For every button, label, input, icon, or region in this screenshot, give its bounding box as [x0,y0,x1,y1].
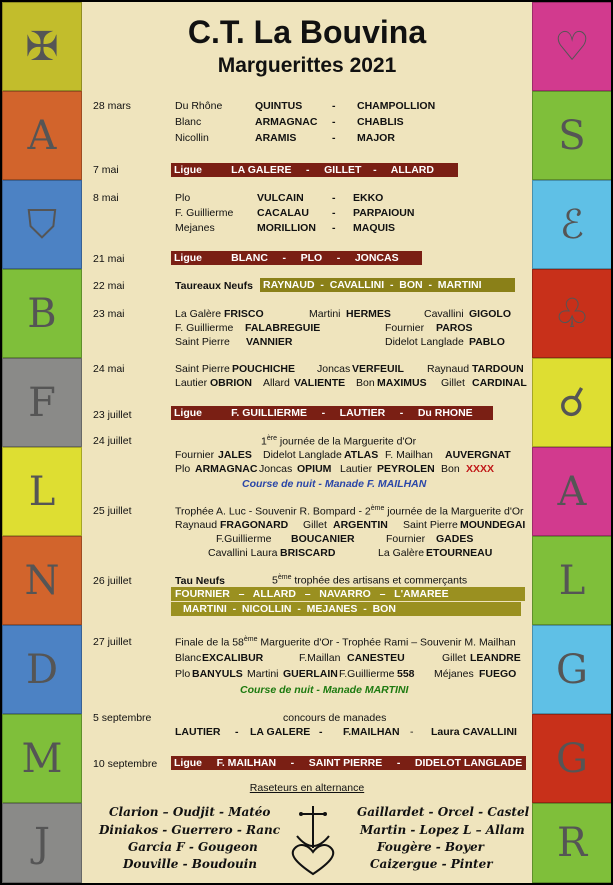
event-date: 24 juillet [93,435,132,447]
dash: - [332,207,336,219]
bull: GUERLAIN [283,668,338,680]
bull: CANESTEU [347,652,405,664]
manade: LA GALERE [250,726,311,738]
letter-m-shield-icon: M [2,714,82,803]
circled-l-icon: L [532,536,611,625]
manade: Raynaud [427,363,470,375]
manade: Saint Pierre [175,363,230,375]
bull: JALES [218,449,252,461]
bull: FUEGO [479,668,517,680]
manade: Lautier [175,377,208,389]
bull: BANYULS [192,668,243,680]
raseteur-line: Clarion – Oudjit - Matéo [109,805,271,819]
manade: Martini [247,668,279,680]
manade: Didelot Langlade [263,449,342,461]
manade: Fournier [386,533,426,545]
raseteur-line: Garcia F - Gougeon [128,840,258,854]
bull: PAROS [436,322,473,334]
event-label: Taureaux Neufs [175,280,253,292]
bull: VALIENTE [294,377,346,389]
manade: Saint Pierre [175,336,230,348]
manade: Bon [356,377,375,389]
event-date: 8 mai [93,192,119,204]
camargue-cross-icon [285,802,341,878]
tau-neufs-bar: RAYNAUD - CAVALLINI - BON - MARTINI [260,278,515,292]
ligue-bar: Ligue BLANC - PLO - JONCAS [171,251,422,265]
bull: BOUCANIER [291,533,355,545]
bull: PARPAIOUN [353,207,415,219]
tau-neufs-bar: FOURNIER – ALLARD – NAVARRO – L'AMAREE [171,587,525,601]
manade: Saint Pierre [403,519,458,531]
dash: - [332,222,336,234]
raseteur-line: Martin - Lopez L – Allam [360,823,525,837]
manade: F.Guillierme [339,668,395,680]
raseteur-line: Gaillardet - Orcel - Castel [357,805,530,819]
event-date: 10 septembre [93,758,158,770]
manade: Lautier [340,463,373,475]
letter-g-icon: G [532,625,611,714]
manade: Laura CAVALLINI [431,726,517,738]
manade: Martini [309,308,341,320]
raseteur-line: Douville - Boudouin [123,857,258,871]
bull: VULCAIN [257,192,304,204]
bull: MAQUIS [353,222,395,234]
manade: F.Maillan [299,652,341,664]
page-subtitle: Marguerittes 2021 [217,54,397,77]
dash: - [332,192,336,204]
event-date: 7 mai [93,164,119,176]
night-course-label: Course de nuit - Manade MARTINI [240,684,409,696]
bull: QUINTUS [255,100,303,112]
bull: TARDOUN [472,363,524,375]
manade: F.Guillierme [216,533,272,545]
manade: F. Mailhan [385,449,433,461]
manade: Nicollin [175,132,209,144]
right-brand-column [532,2,611,883]
event-label: Tau Neufs [175,575,225,587]
bull: VANNIER [246,336,293,348]
manade: Bon [441,463,460,475]
r-shield-icon: R [532,803,611,883]
event-heading: Trophée A. Luc - Souvenir R. Bompard - 2ème journée de la Marguerite d'Or [175,505,524,518]
dash: - [332,100,336,112]
raseteurs-heading: Raseteurs en alternance [249,782,365,794]
bull: OBRION [210,377,252,389]
crescent-cross-icon: ☌ [532,358,611,447]
cross-pattee-icon: ✠ [2,2,82,91]
bull-shield-icon: ⛉ [2,180,82,269]
bull: VERFEUIL [352,363,404,375]
dash: - [332,132,336,144]
manade: Cavallini Laura [208,547,278,559]
manade: Plo [175,463,191,475]
dash: - [332,116,336,128]
bull: ARGENTIN [333,519,388,531]
manade: Raynaud [175,519,218,531]
manade: Allard [263,377,290,389]
manade: Cavallini [424,308,464,320]
bull-unknown: XXXX [466,463,495,475]
bull: AUVERGNAT [445,449,511,461]
manade: Plo [175,192,191,204]
bull: ATLAS [344,449,379,461]
dash: - [319,726,323,738]
manade: Blanc [175,116,202,128]
letter-l-icon: L [2,447,82,536]
event-date: 23 mai [93,308,125,320]
manade: Gillet [441,377,465,389]
ligue-bar: Ligue F. MAILHAN - SAINT PIERRE - DIDELOT LANGLADE [171,756,526,770]
programme [85,2,529,883]
bull: MAJOR [357,132,395,144]
poster [2,2,611,883]
manade: La Galère [175,308,222,320]
letter-d-shield-icon: D [2,625,82,714]
event-date: 22 mai [93,280,125,292]
manade: Méjanes [434,668,474,680]
page-title: C.T. La Bouvina [187,14,427,50]
letter-b-icon: B [2,269,82,358]
event-heading: 1ère journée de la Marguerite d'Or [261,435,417,448]
manade: F. Guillierme [175,322,234,334]
manade: Joncas [259,463,293,475]
bull: OPIUM [297,463,332,475]
raseteur-line: Diniakos - Guerrero - Ranc [99,823,281,837]
bull: GIGOLO [469,308,511,320]
event-date: 21 mai [93,253,125,265]
letter-j-icon: J [2,803,82,883]
bull: ARAMIS [255,132,297,144]
bull: CACALAU [257,207,309,219]
bull: CARDINAL [472,377,527,389]
bull: GADES [436,533,474,545]
bull: HERMES [346,308,391,320]
event-date: 24 mai [93,363,125,375]
event-date: 25 juillet [93,505,132,517]
bull: LEANDRE [470,652,521,664]
s-brand-icon: S [532,91,611,180]
crowned-a-icon: A [532,447,611,536]
manade: Didelot Langlade [385,336,464,348]
raseteur-line: Fougère - Boyer [377,840,484,854]
event-date: 26 juillet [93,575,132,587]
dash: - [235,726,239,738]
letter-a-icon: A [2,91,82,180]
bull: PEYROLEN [377,463,435,475]
event-date: 23 juillet [93,409,132,421]
bull: MAXIMUS [377,377,427,389]
manade: Gillet [442,652,466,664]
bull: ARMAGNAC [195,463,258,475]
bull: CHABLIS [357,116,404,128]
event-heading: 5ème trophée des artisans et commerçants [272,574,468,587]
manade: Du Rhône [175,100,223,112]
manade: Fournier [175,449,215,461]
ligue-bar: Ligue F. GUILLIERME - LAUTIER - Du RHONE [171,406,493,420]
ligue-bar: Ligue LA GALERE - GILLET - ALLARD [171,163,458,177]
left-brand-column [2,2,82,883]
heart-t-icon: ♡ [532,2,611,91]
bull: FRISCO [224,308,264,320]
raseteur-line: Caizergue - Pinter [370,857,493,871]
club-icon: ♧ [532,269,611,358]
dash: - [410,726,414,738]
bull: PABLO [469,336,505,348]
bull: 558 [397,668,415,680]
manade: La Galère [378,547,425,559]
manade: Gillet [303,519,327,531]
event-heading: Finale de la 58ème Marguerite d'Or - Trophée Rami – Souvenir M. Mailhan [175,636,516,649]
bull: MORILLION [257,222,316,234]
letter-n-icon: N [2,536,82,625]
e-brand-icon: ℰ [532,180,611,269]
event-date: 28 mars [93,100,131,112]
bull: ARMAGNAC [255,116,318,128]
letter-f-icon: F [2,358,82,447]
bull: EKKO [353,192,384,204]
manade: Joncas [317,363,351,375]
bull: CHAMPOLLION [357,100,436,112]
bull: EXCALIBUR [202,652,264,664]
bull: POUCHICHE [232,363,296,375]
event-date: 27 juillet [93,636,132,648]
event-date: 5 septembre [93,712,152,724]
manade: Mejanes [175,222,215,234]
bull: MOUNDEGAI [460,519,526,531]
circled-g-icon: G [532,714,611,803]
manade: F.MAILHAN [343,726,400,738]
tau-neufs-bar: MARTINI - NICOLLIN - MEJANES - BON [171,602,521,616]
manade: Fournier [385,322,425,334]
bull: FALABREGUIE [245,322,321,334]
bull: ETOURNEAU [426,547,493,559]
manade: F. Guillierme [175,207,234,219]
manade: LAUTIER [175,726,221,738]
bull: FRAGONARD [220,519,289,531]
bull: BRISCARD [280,547,336,559]
event-heading: concours de manades [283,712,387,724]
night-course-label: Course de nuit - Manade F. MAILHAN [242,478,427,490]
manade: Blanc [175,652,202,664]
manade: Plo [175,668,191,680]
